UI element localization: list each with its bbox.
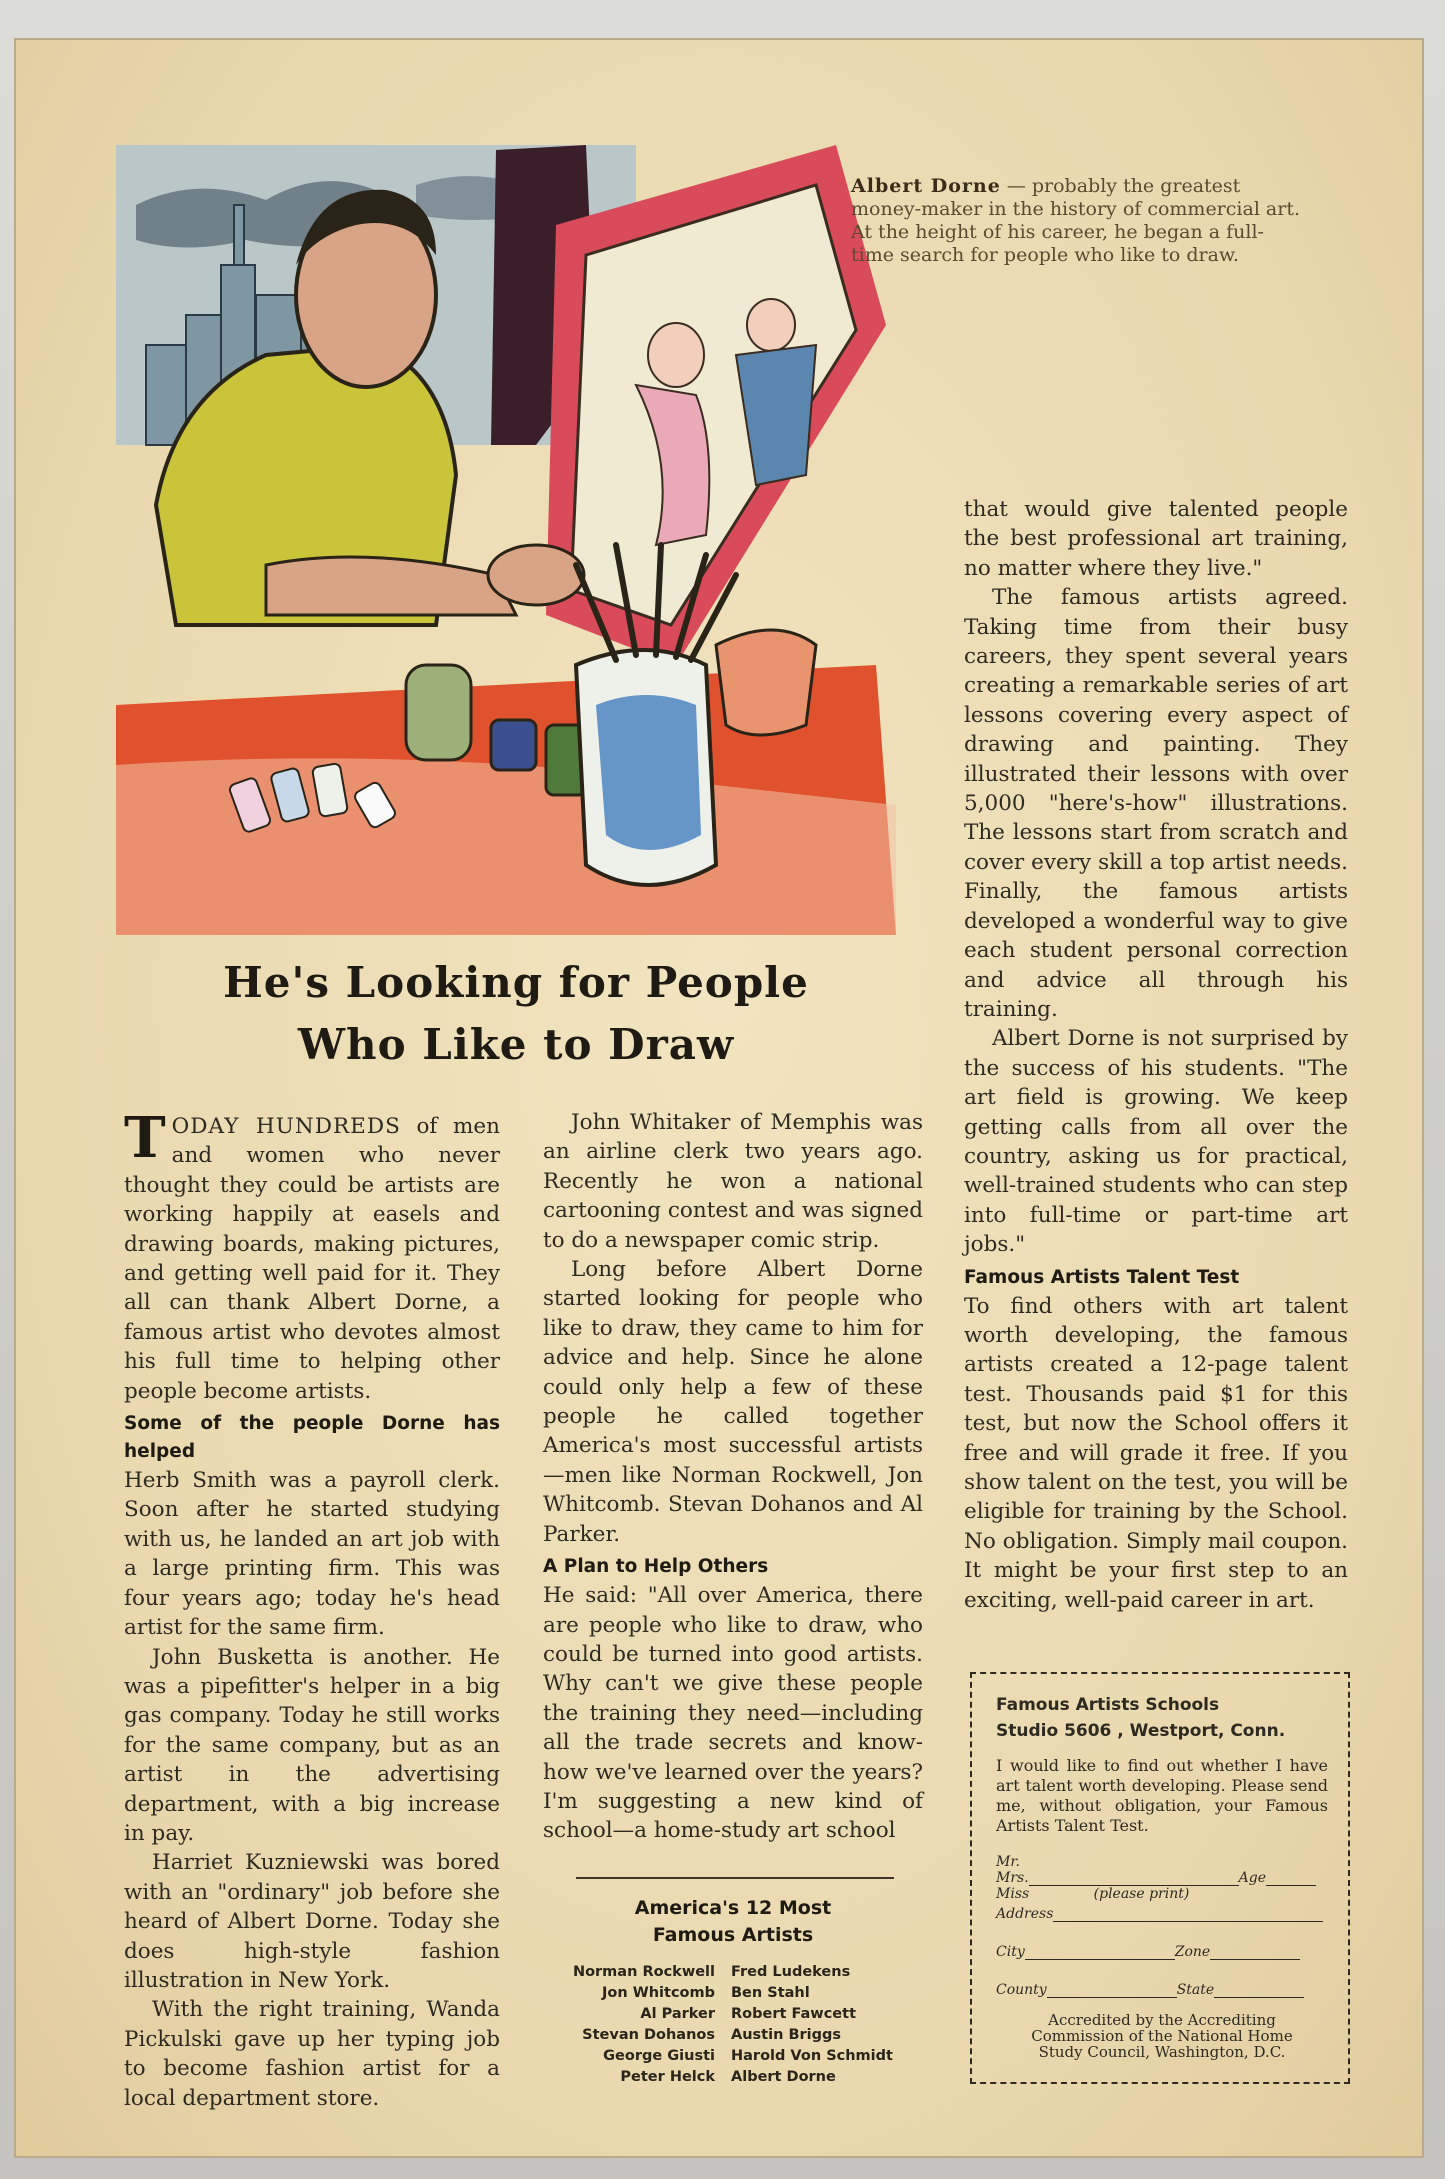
artists-row	[543, 2046, 933, 2067]
field-miss	[996, 1886, 1328, 1902]
coupon-fields	[996, 1854, 1328, 1998]
artist-name: Robert Fawcett	[731, 2006, 856, 2022]
illustration-caption	[851, 175, 1301, 267]
intro-text: of men and women who never thought they could be artists are working happily at easels and drawing boards, making pictures, and getting well paid for it. They all can thank Albert Dorne, a famous artist who devotes almost his full time to helping other people become artists.	[124, 1114, 500, 1404]
label-county: County	[996, 1982, 1047, 1998]
artists-row	[543, 1983, 933, 2004]
artist-name: Norman Rockwell	[572, 1964, 715, 1980]
field-mrs	[996, 1870, 1328, 1886]
albert-dorne-illustration	[116, 145, 896, 935]
intro-lead-caps: ODAY HUNDREDS	[171, 1114, 401, 1139]
headline	[126, 952, 906, 1076]
zone-line[interactable]	[1210, 1945, 1300, 1960]
coupon-title-1: Famous Artists Schools	[996, 1695, 1220, 1715]
headline-line-2: Who Like to Draw	[297, 1020, 735, 1069]
label-state: State	[1176, 1982, 1215, 1998]
paragraph-harriet-kuzniewski: Harriet Kuzniewski was bored with an "ordinary" job before she heard of Albert Dorne. Today she does high-style fashion illustration in New York.	[124, 1850, 500, 1993]
field-address	[996, 1906, 1328, 1922]
caption-name: Albert Dorne	[851, 175, 1001, 197]
label-city: City	[996, 1944, 1025, 1960]
artist-name: Austin Briggs	[731, 2027, 842, 2043]
paragraph-not-surprised: Albert Dorne is not surprised by the success of his students. "The art field is growing. We keep getting calls from all over the country, asking us for practical, well-trained students who can step into full-time or part-time art jobs."	[964, 1026, 1348, 1258]
artist-name: Jon Whitcomb	[602, 1985, 715, 2001]
artists-list	[543, 1962, 933, 2088]
artists-list-title-line-2: Famous Artists	[652, 1924, 814, 1946]
article-column-2	[543, 1108, 923, 1846]
label-mr: Mr.	[996, 1854, 1020, 1870]
state-line[interactable]	[1214, 1983, 1304, 1998]
paragraph-herb-smith: Herb Smith was a payroll clerk. Soon after he started studying with us, he landed an art job with a large printing firm. This was four years ago; today he's head artist for the same firm.	[124, 1468, 500, 1641]
artists-row	[543, 2004, 933, 2025]
headline-line-1: He's Looking for People	[223, 958, 809, 1007]
article-column-1	[124, 1105, 500, 2113]
artists-list-title	[543, 1895, 923, 1949]
comic-back-cover	[14, 38, 1424, 2158]
field-mr	[996, 1854, 1328, 1870]
artists-row	[543, 1962, 933, 1983]
paragraph-john-whitaker: John Whitaker of Memphis was an airline clerk two years ago. Recently he won a national cartooning contest and was signed to do a newspaper comic strip.	[543, 1110, 923, 1253]
coupon-title-2: Studio 5606 , Westport, Conn.	[996, 1721, 1286, 1741]
artist-name: Peter Helck	[620, 2069, 715, 2085]
artist-name: George Giusti	[603, 2048, 715, 2064]
field-city	[996, 1944, 1328, 1960]
subheading-plan: A Plan to Help Others	[543, 1556, 769, 1578]
accreditation-note: Accredited by the Accrediting Commission of the National Home Study Council, Washington, D.C.	[1031, 2011, 1293, 2061]
county-line[interactable]	[1047, 1983, 1177, 1998]
paragraph-talent-test: To find others with art talent worth developing, the famous artists created a 12-page talent test. Thousands paid $1 for this test, but now the School offers it free and will grade it free. If you show talent on the test, you will be eligible for training by the School. No obligation. Simply mail coupon. It might be your first step to an exciting, well-paid career in art.	[964, 1293, 1348, 1613]
subheading-people-helped: Some of the people Dorne has helped	[124, 1413, 500, 1463]
paragraph-long-before: Long before Albert Dorne started looking for people who like to draw, they came to him for advice and help. Since he alone could only help a few of these people he called together America's most successful artists —men like Norman Rockwell, Jon Whitcomb. Stevan Dohanos and Al Parker.	[543, 1257, 923, 1547]
mail-coupon[interactable]	[970, 1672, 1350, 2084]
drop-cap: T	[124, 1105, 166, 1171]
paragraph-continued: that would give talented people the best professional art training, no matter where they live."	[964, 497, 1348, 581]
artist-name: Albert Dorne	[731, 2069, 836, 2085]
paragraph-john-busketta: John Busketta is another. He was a pipefitter's helper in a big gas company. Today he still works for the same company, but as an artist in the advertising department, with a big increase in pay.	[124, 1644, 500, 1846]
caption-text: — probably the greatest money-maker in the history of commercial art. At the height of his career, he began a full-time search for people who like to draw.	[851, 175, 1301, 266]
artist-name: Harold Von Schmidt	[731, 2048, 893, 2064]
artist-name: Fred Ludekens	[731, 1964, 851, 1980]
address-line[interactable]	[1053, 1907, 1323, 1922]
label-mrs: Mrs.	[996, 1870, 1029, 1886]
label-address: Address	[996, 1906, 1054, 1922]
subheading-talent-test: Famous Artists Talent Test	[964, 1266, 1240, 1288]
artist-name: Al Parker	[640, 2006, 715, 2022]
name-line[interactable]	[1029, 1871, 1239, 1886]
label-age: Age	[1238, 1870, 1267, 1886]
paragraph-artists-agreed: The famous artists agreed. Taking time from their busy careers, they spent several years creating a remarkable series of art lessons covering every aspect of drawing and painting. They illustrated their lessons with over 5,000 "here's-how" illustrations. The lessons start from scratch and cover every skill a top artist needs. Finally, the famous artists developed a wonderful way to give each student personal correction and advice all through his training.	[964, 585, 1348, 1022]
coupon-body: I would like to find out whether I have art talent worth developing. Please send me, without obligation, your Famous Artists Talent Test.	[996, 1756, 1328, 1835]
divider-rule	[576, 1877, 894, 1879]
field-county	[996, 1982, 1328, 1998]
paragraph-he-said: He said: "All over America, there are people who like to draw, who could be turned into good artists. Why can't we give these people the training they need—including all the trade secrets and know-how we've learned over the years? I'm suggesting a new kind of school—a home-study art school	[543, 1583, 923, 1844]
article-column-3	[964, 495, 1348, 1615]
artists-row	[543, 2067, 933, 2088]
label-zone: Zone	[1174, 1944, 1211, 1960]
paragraph-wanda-pickulski: With the right training, Wanda Pickulski gave up her typing job to become fashion artist for a local department store.	[124, 1997, 500, 2111]
artist-name: Stevan Dohanos	[582, 2027, 715, 2043]
artists-list-title-line-1: America's 12 Most	[634, 1897, 832, 1919]
label-miss: Miss	[996, 1886, 1030, 1902]
label-please-print: (please print)	[1093, 1886, 1190, 1902]
intro-paragraph	[124, 1105, 500, 1406]
artist-name: Ben Stahl	[731, 1985, 810, 2001]
age-line[interactable]	[1266, 1871, 1316, 1886]
artists-row	[543, 2025, 933, 2046]
city-line[interactable]	[1025, 1945, 1175, 1960]
